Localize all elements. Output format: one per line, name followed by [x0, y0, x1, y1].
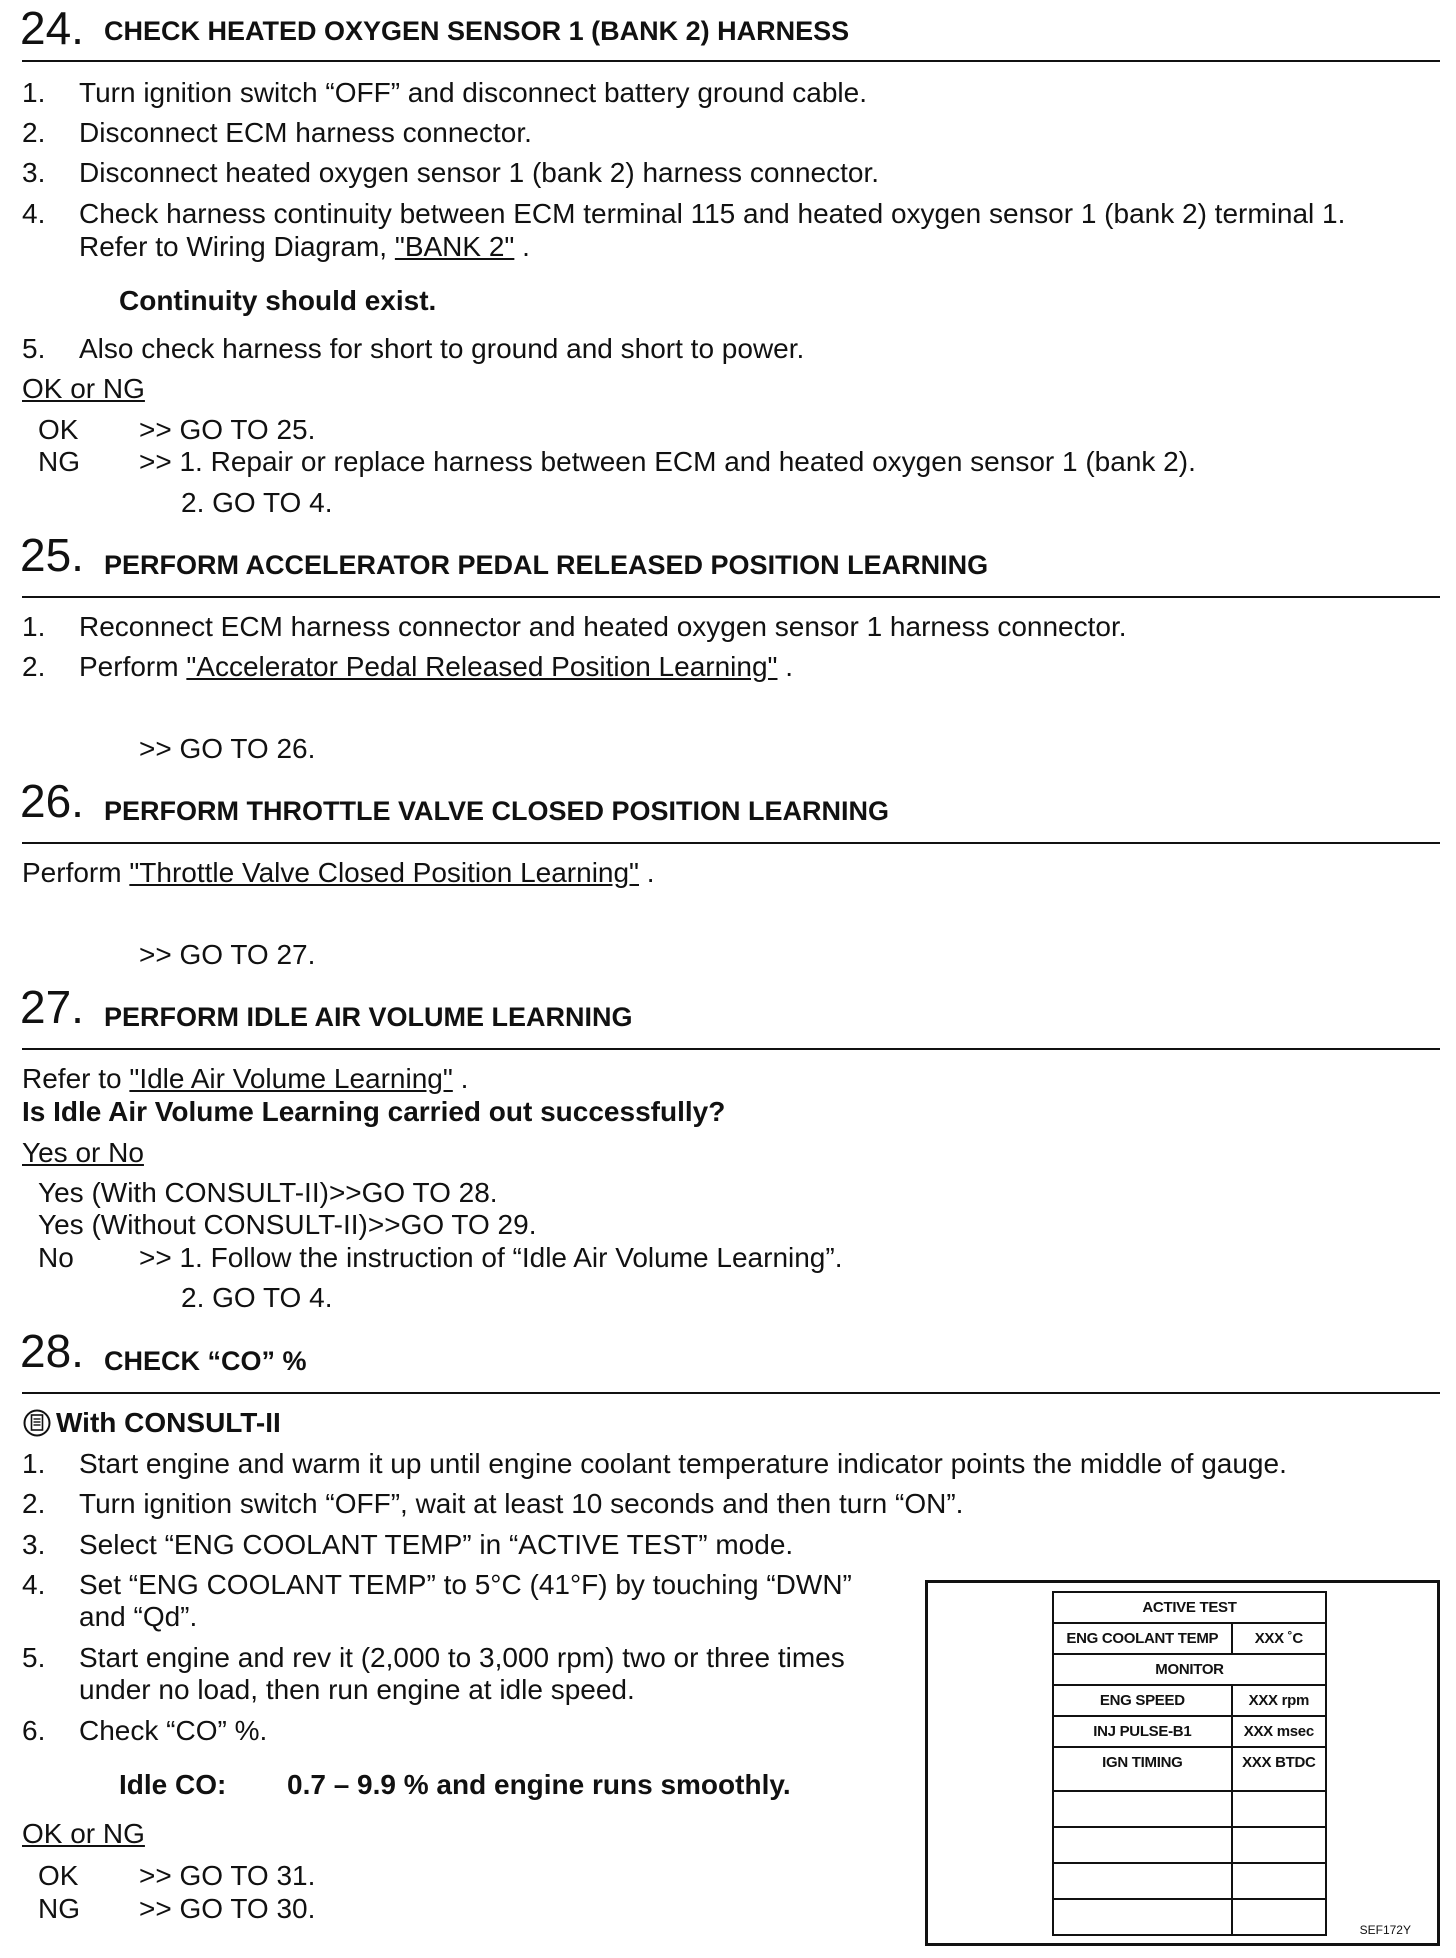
section-28-number: 28. [20, 1325, 84, 1377]
s27-line [22, 1063, 468, 1095]
s24-step2-text: Disconnect ECM harness connector. [79, 117, 532, 148]
s28-step2-num: 2. [22, 1488, 46, 1519]
monitor-header: MONITOR [1053, 1654, 1326, 1685]
s28-step4-num: 4. [22, 1569, 46, 1600]
accelerator-pedal-learning-link[interactable]: "Accelerator Pedal Released Position Learning" [186, 651, 778, 682]
section-26-rule [22, 842, 1440, 844]
s24-step3-text: Disconnect heated oxygen sensor 1 (bank 2) harness connector. [79, 157, 880, 188]
empty-cell [1232, 1899, 1326, 1935]
s28-result-header: OK or NG [22, 1818, 145, 1849]
bank2-link[interactable]: "BANK 2" [394, 231, 515, 262]
idle-air-volume-learning-link[interactable]: "Idle Air Volume Learning" [129, 1063, 453, 1094]
s24-step1-num: 1. [22, 77, 46, 108]
s24-step5-num: 5. [22, 333, 46, 364]
monitor-row-value: XXX msec [1232, 1716, 1326, 1747]
s28-step5-line1: Start engine and rev it (2,000 to 3,000 rpm) two or three times [79, 1642, 845, 1673]
s28-step4-line2: and “Qd”. [79, 1601, 198, 1632]
empty-cell [1053, 1863, 1232, 1899]
s27-result-header: Yes or No [22, 1137, 144, 1168]
s24-result-header: OK or NG [22, 373, 145, 404]
s28-step5-line2: under no load, then run engine at idle speed. [79, 1674, 635, 1705]
s28-step1-num: 1. [22, 1448, 46, 1479]
monitor-row-label: INJ PULSE-B1 [1053, 1716, 1232, 1747]
empty-cell [1053, 1827, 1232, 1863]
s24-step4-num: 4. [22, 198, 46, 229]
section-28-title: CHECK “CO” % [104, 1346, 307, 1376]
s24-step4-text: Check harness continuity between ECM terminal 115 and heated oxygen sensor 1 (bank 2) terminal 1. [79, 198, 1346, 229]
s28-step3-text: Select “ENG COOLANT TEMP” in “ACTIVE TEST” mode. [79, 1529, 794, 1560]
s25-step1-text: Reconnect ECM harness connector and heated oxygen sensor 1 harness connector. [79, 611, 1127, 642]
monitor-row-value: XXX BTDC [1232, 1747, 1326, 1791]
consult-screen-figure [925, 1580, 1440, 1946]
empty-cell [1053, 1899, 1232, 1935]
s25-step2-num: 2. [22, 651, 46, 682]
coolant-temp-label: ENG COOLANT TEMP [1053, 1623, 1232, 1654]
s24-step4-line2 [79, 231, 530, 263]
s28-ng-text: >> GO TO 30. [139, 1893, 316, 1924]
section-26-number: 26. [20, 775, 84, 827]
coolant-temp-value: XXX ˚C [1232, 1623, 1326, 1654]
s24-step5-text: Also check harness for short to ground and short to power. [79, 333, 805, 364]
s24-refer-suffix: . [514, 231, 530, 262]
empty-cell [1232, 1791, 1326, 1827]
s24-ng-line2: 2. GO TO 4. [181, 487, 333, 518]
s28-step5-num: 5. [22, 1642, 46, 1673]
s28-step2-text: Turn ignition switch “OFF”, wait at least 10 seconds and then turn “ON”. [79, 1488, 964, 1519]
s24-ok-text: >> GO TO 25. [139, 414, 316, 445]
monitor-row-label: ENG SPEED [1053, 1685, 1232, 1716]
s24-step3-num: 3. [22, 157, 46, 188]
s25-perform-text: Perform [79, 651, 187, 682]
s28-spec-value: 0.7 – 9.9 % and engine runs smoothly. [287, 1769, 791, 1800]
s28-spec-label: Idle CO: [119, 1769, 227, 1800]
s24-refer-text: Refer to Wiring Diagram, [79, 231, 395, 262]
s27-refer-suffix: . [452, 1063, 469, 1094]
figure-id: SEF172Y [1359, 1923, 1411, 1937]
s28-ok-text: >> GO TO 31. [139, 1860, 316, 1891]
section-24-number: 24. [20, 2, 84, 54]
s27-no-label: No [38, 1242, 74, 1273]
s28-step6-text: Check “CO” %. [79, 1715, 268, 1746]
s24-spec: Continuity should exist. [119, 285, 437, 316]
s25-goto: >> GO TO 26. [139, 733, 316, 764]
s28-step3-num: 3. [22, 1529, 46, 1560]
s24-ng-label: NG [38, 446, 80, 477]
s28-ng-label: NG [38, 1893, 80, 1924]
s28-step4-line1: Set “ENG COOLANT TEMP” to 5°C (41°F) by touching “DWN” [79, 1569, 852, 1600]
s26-perform-text: Perform [22, 857, 130, 888]
s27-yes-no-consult: Yes (Without CONSULT-II)>>GO TO 29. [38, 1209, 537, 1240]
empty-cell [1232, 1863, 1326, 1899]
section-26-title: PERFORM THROTTLE VALVE CLOSED POSITION LEARNING [104, 796, 890, 826]
section-24-rule [22, 60, 1440, 62]
section-24-title: CHECK HEATED OXYGEN SENSOR 1 (BANK 2) HARNESS [104, 16, 850, 46]
section-28-rule [22, 1392, 1440, 1394]
section-27-title: PERFORM IDLE AIR VOLUME LEARNING [104, 1002, 633, 1032]
throttle-valve-learning-link[interactable]: "Throttle Valve Closed Position Learning" [129, 857, 639, 888]
active-test-header: ACTIVE TEST [1053, 1592, 1326, 1623]
empty-cell [1053, 1791, 1232, 1827]
s25-perform-suffix: . [777, 651, 794, 682]
s27-yes-consult: Yes (With CONSULT-II)>>GO TO 28. [38, 1177, 498, 1208]
s27-refer-text: Refer to [22, 1063, 130, 1094]
section-27-number: 27. [20, 981, 84, 1033]
s27-no-text: >> 1. Follow the instruction of “Idle Air Volume Learning”. [139, 1242, 843, 1273]
s25-step2-line [79, 651, 793, 683]
s24-ng-text: >> 1. Repair or replace harness between ECM and heated oxygen sensor 1 (bank 2). [139, 446, 1196, 477]
monitor-row-label: IGN TIMING [1053, 1747, 1232, 1791]
s28-consult-label: With CONSULT-II [56, 1407, 281, 1438]
s24-step1-text: Turn ignition switch “OFF” and disconnect battery ground cable. [79, 77, 868, 108]
s27-no-line2: 2. GO TO 4. [181, 1282, 333, 1313]
s28-step6-num: 6. [22, 1715, 46, 1746]
monitor-row-value: XXX rpm [1232, 1685, 1326, 1716]
active-test-table [1052, 1591, 1327, 1936]
s27-question: Is Idle Air Volume Learning carried out successfully? [22, 1096, 726, 1127]
section-25-rule [22, 596, 1440, 598]
s26-goto: >> GO TO 27. [139, 939, 316, 970]
s24-ok-label: OK [38, 414, 79, 445]
s24-step2-num: 2. [22, 117, 46, 148]
s28-step1-text: Start engine and warm it up until engine coolant temperature indicator points the middle of gauge. [79, 1448, 1287, 1479]
s28-consult-header [22, 1407, 281, 1439]
s26-perform-suffix: . [639, 857, 655, 888]
consult-icon [22, 1408, 52, 1438]
s28-ok-label: OK [38, 1860, 79, 1891]
section-25-title: PERFORM ACCELERATOR PEDAL RELEASED POSITION LEARNING [104, 550, 989, 580]
empty-cell [1232, 1827, 1326, 1863]
section-27-rule [22, 1048, 1440, 1050]
section-25-number: 25. [20, 529, 84, 581]
s26-line [22, 857, 655, 889]
s25-step1-num: 1. [22, 611, 46, 642]
